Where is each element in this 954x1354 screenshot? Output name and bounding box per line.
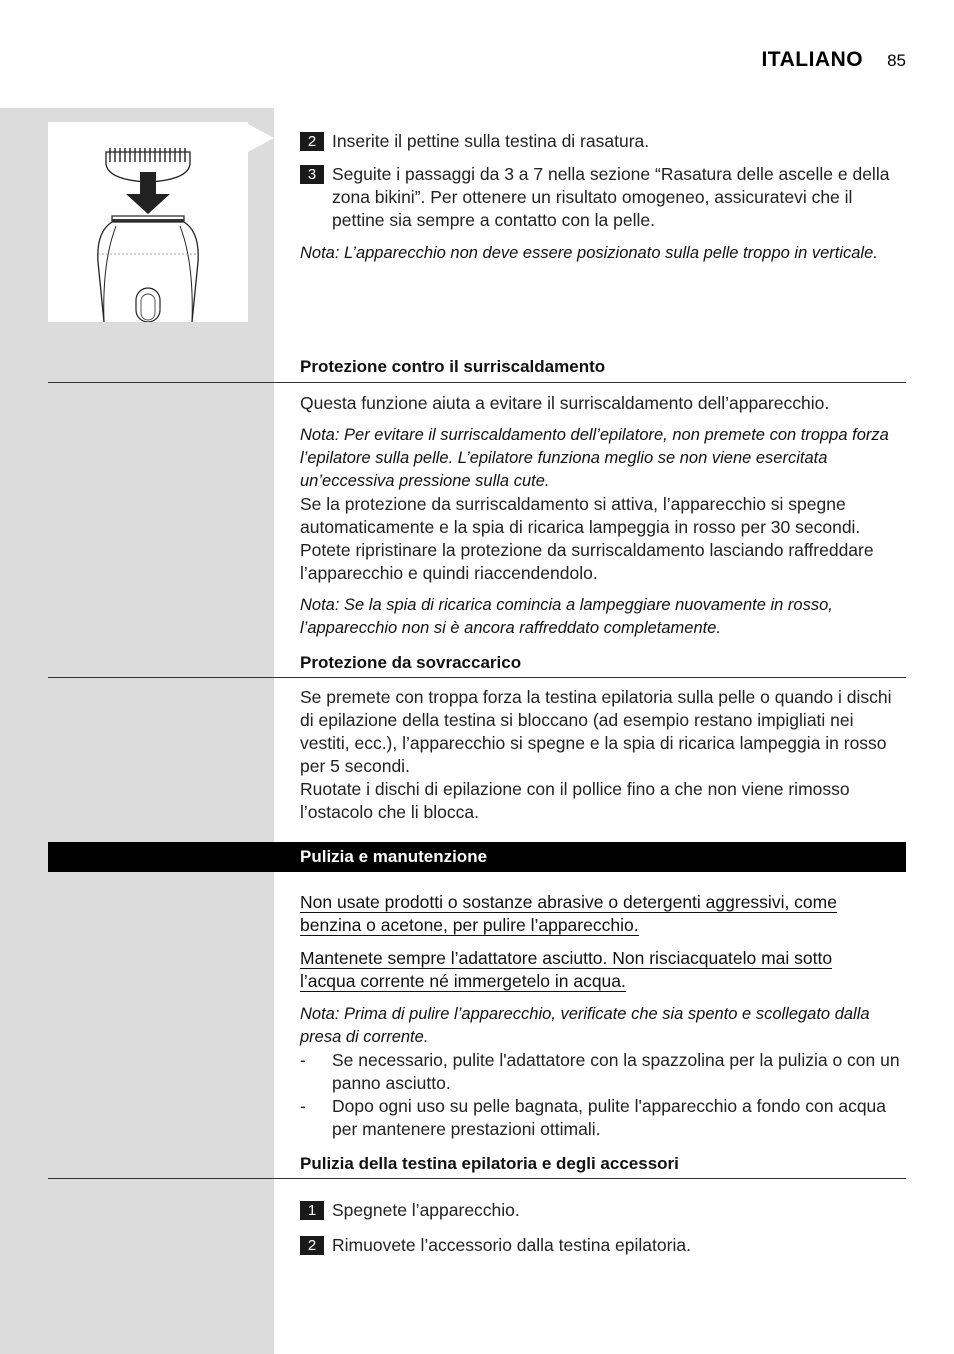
section-divider — [48, 382, 906, 383]
warning-text — [300, 891, 905, 937]
paragraph: Se premete con troppa forza la testina epilatoria sulla pelle o quando i dischi di epilazione della testina si bloccano (ad esempio restano impigliati nei vestiti, ecc.), l’apparecchio si spegne e la spia di ricarica lampeggia in rosso per 5 secondi. — [300, 687, 892, 776]
bullet-item — [300, 1049, 905, 1095]
chapter-heading: Pulizia e manutenzione — [300, 847, 488, 866]
page-header — [761, 48, 906, 72]
section-divider — [48, 1178, 906, 1179]
section-heading: Pulizia della testina epilatoria e degli accessori — [300, 1154, 679, 1173]
note-text: Nota: Prima di pulire l’apparecchio, verificate che sia spento e scollegato dalla presa di corrente. — [300, 1005, 870, 1046]
bullet-item — [300, 1095, 905, 1141]
bullet-dash: - — [300, 1096, 306, 1116]
cleaning-section — [300, 891, 905, 1141]
page-number: 85 — [887, 51, 906, 70]
step-item — [300, 1234, 905, 1257]
comb-attachment-illustration — [48, 122, 248, 322]
warning-underlined: Non usate prodotti o sostanze abrasive o detergenti aggressivi, come benzina o acetone, per pulire l’apparecchio. — [300, 892, 837, 935]
language-label: ITALIANO — [761, 48, 864, 71]
section-heading: Protezione contro il surriscaldamento — [300, 357, 606, 376]
section-heading: Protezione da sovraccarico — [300, 653, 522, 672]
note-text: Nota: Per evitare il surriscaldamento dell’epilatore, non premete con troppa forza l’epilatore sulla pelle. L’epilatore funziona meglio se non viene esercitata un’eccessiva pressione sulla cute. — [300, 426, 889, 490]
step-number: 1 — [300, 1201, 324, 1220]
step-text: Spegnete l’apparecchio. — [332, 1200, 520, 1220]
paragraph: Ruotate i dischi di epilazione con il pollice fino a che non viene rimosso l’ostacolo che li blocca. — [300, 779, 850, 822]
bullet-text: Se necessario, pulite l'adattatore con la spazzolina per la pulizia o con un panno asciutto. — [332, 1050, 900, 1093]
overheat-section — [300, 392, 905, 640]
step-item — [300, 1199, 905, 1222]
overload-section — [300, 686, 905, 824]
paragraph: Se la protezione da surriscaldamento si attiva, l’apparecchio si spegne automaticamente e la spia di ricarica lampeggia in rosso per 30 secondi. Potete ripristinare la protezione da surriscaldamento lasciando raffreddare l’apparecchio e quindi riaccendendolo. — [300, 494, 874, 583]
step-number: 3 — [300, 165, 324, 184]
step-number: 2 — [300, 132, 324, 151]
note-text: Nota: Se la spia di ricarica comincia a lampeggiare nuovamente in rosso, l’apparecchio non si è ancora raffreddato completamente. — [300, 596, 833, 637]
bullet-text: Dopo ogni uso su pelle bagnata, pulite l'apparecchio a fondo con acqua per mantenere prestazioni ottimali. — [332, 1096, 887, 1139]
head-cleaning-steps — [300, 1199, 905, 1257]
step-text: Rimuovete l’accessorio dalla testina epilatoria. — [332, 1235, 691, 1255]
illustration-pointer — [248, 124, 274, 152]
step-text: Inserite il pettine sulla testina di rasatura. — [332, 131, 650, 151]
step-item — [300, 163, 905, 232]
top-steps — [300, 130, 905, 265]
epilator-comb-icon — [48, 122, 248, 322]
section-divider — [48, 677, 906, 678]
bullet-dash: - — [300, 1050, 306, 1070]
step-text: Seguite i passaggi da 3 a 7 nella sezione “Rasatura delle ascelle e della zona bikini”. Per ottenere un risultato omogeneo, assicuratevi che il pettine sia sempre a contatto con la pelle. — [332, 164, 890, 230]
step-item — [300, 130, 905, 153]
warning-underlined: Mantenete sempre l’adattatore asciutto. Non risciacquatelo mai sotto l’acqua corrente né immergetelo in acqua. — [300, 948, 833, 991]
warning-text — [300, 947, 905, 993]
note-text: Nota: L’apparecchio non deve essere posizionato sulla pelle troppo in verticale. — [300, 244, 878, 262]
step-number: 2 — [300, 1236, 324, 1255]
paragraph: Questa funzione aiuta a evitare il surriscaldamento dell’apparecchio. — [300, 393, 830, 413]
chapter-heading-bar — [48, 842, 906, 872]
